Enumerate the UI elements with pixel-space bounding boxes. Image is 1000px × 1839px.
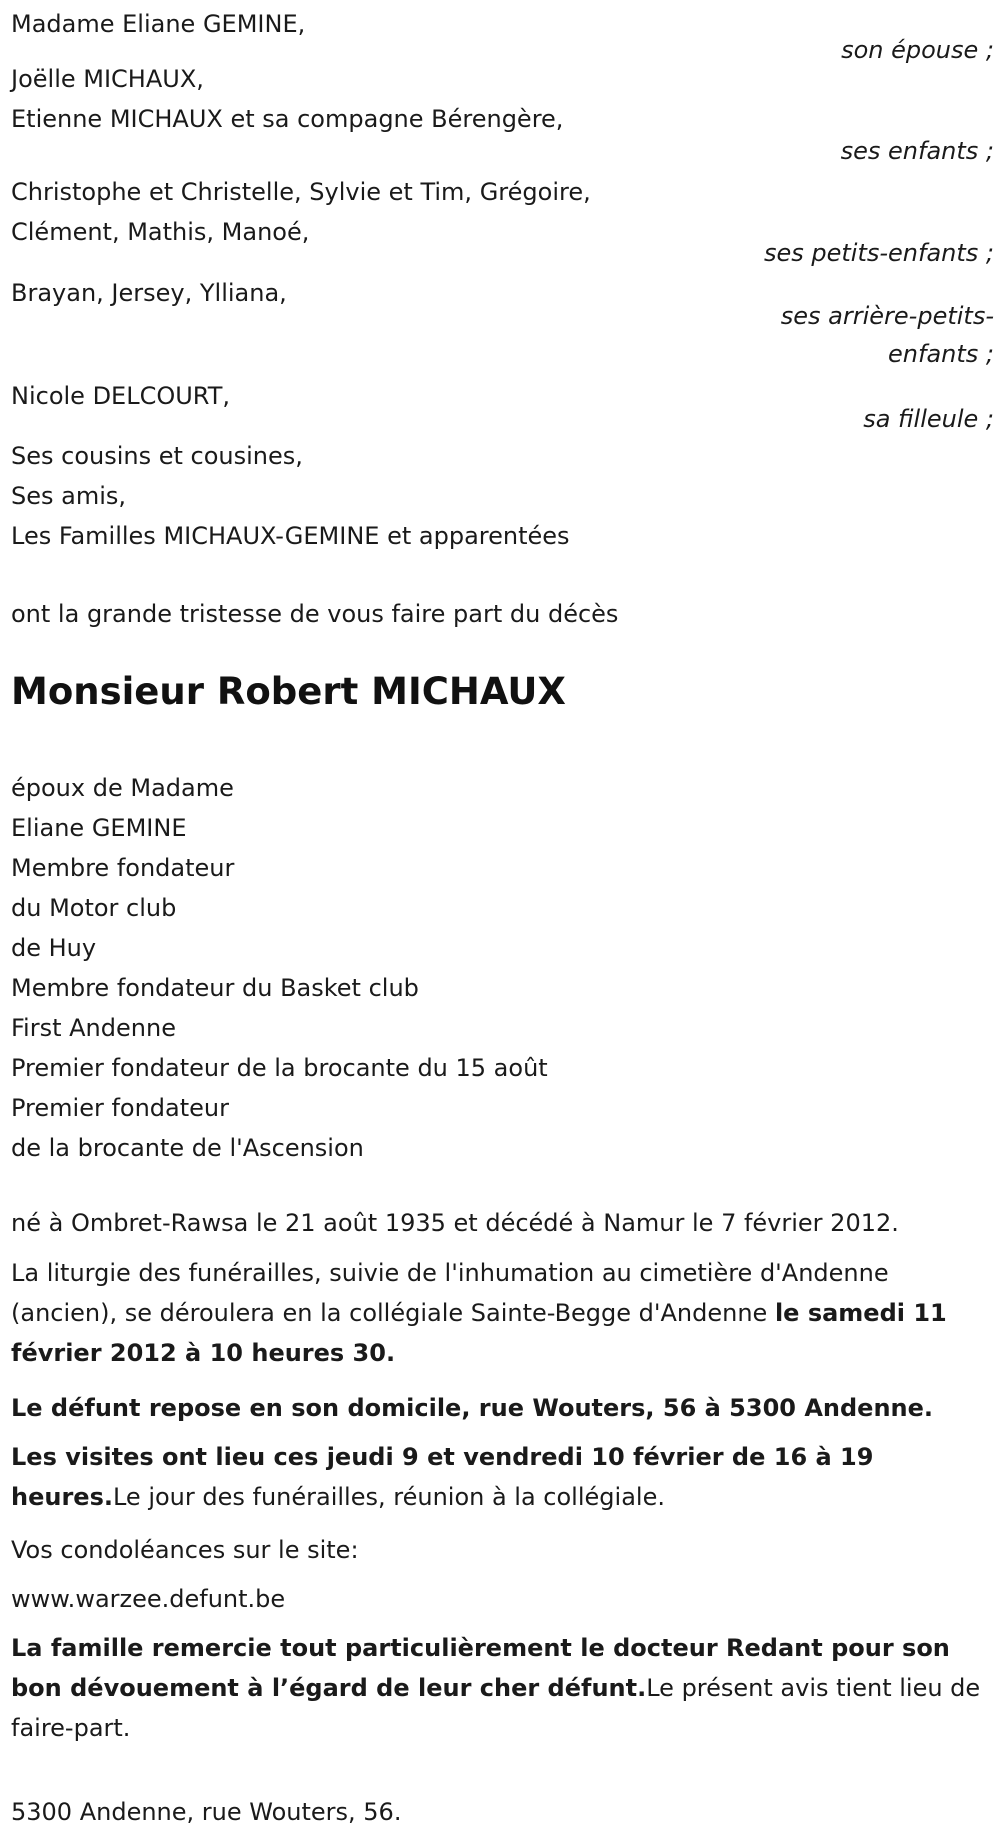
family-role: enfants ; (888, 340, 994, 368)
family-line: Joëlle MICHAUX, (11, 65, 204, 93)
deceased-name: Monsieur Robert MICHAUX (11, 670, 566, 713)
title-line: de Huy (11, 934, 97, 962)
title-line: Eliane GEMINE (11, 814, 187, 842)
other-relatives (11, 436, 994, 556)
family-line: Clément, Mathis, Manoé, (11, 218, 310, 246)
family-line: Ses cousins et cousines, (11, 442, 303, 470)
title-line: Membre fondateur (11, 854, 235, 882)
family-line: Les Familles MICHAUX-GEMINE et apparentées (11, 522, 570, 550)
family-group-goddaughter (11, 376, 994, 416)
family-role: son épouse ; (841, 36, 994, 64)
thanks-text: Le présent avis tient lieu de faire-part. (11, 1674, 981, 1742)
announcement (11, 594, 994, 634)
family-line: Nicole DELCOURT, (11, 382, 231, 410)
title-line: du Motor club (11, 894, 177, 922)
title-line: First Andenne (11, 1014, 176, 1042)
title-line: Premier fondateur de la brocante du 15 août (11, 1054, 548, 1082)
title-line: époux de Madame (11, 774, 234, 802)
family-group-children (11, 59, 994, 139)
family-role: ses arrière-petits- (780, 302, 994, 330)
title-line: Membre fondateur du Basket club (11, 974, 419, 1002)
thanks-info (11, 1628, 994, 1748)
family-line: Ses amis, (11, 482, 127, 510)
rest-text: Le défunt repose en son domicile, rue Wouters, 56 à 5300 Andenne. (11, 1394, 934, 1422)
website-link[interactable]: www.warzee.defunt.be (11, 1585, 286, 1613)
title-line: de la brocante de l'Ascension (11, 1134, 364, 1162)
family-role: sa filleule ; (863, 405, 994, 433)
birth-death-info: né à Ombret-Rawsa le 21 août 1935 et décédé à Namur le 7 février 2012. (11, 1209, 899, 1237)
liturgy-text: La liturgie des funérailles, suivie de l'inhumation au cimetière d'Andenne (ancien), se déroulera en la collégiale Sainte-Begge d'Andenne (11, 1259, 889, 1327)
visits-times: Les visites ont lieu ces jeudi 9 et vendredi 10 février de 16 à 19 heures. (11, 1443, 874, 1511)
title-line: Premier fondateur (11, 1094, 230, 1122)
condolences-label: Vos condoléances sur le site: (11, 1536, 359, 1564)
liturgy-date: le samedi 11 février 2012 à 10 heures 30. (11, 1299, 947, 1367)
address: 5300 Andenne, rue Wouters, 56. (11, 1798, 402, 1826)
family-role: ses enfants ; (840, 137, 994, 165)
rest-info (11, 1388, 994, 1428)
family-line: Madame Eliane GEMINE, (11, 10, 306, 38)
liturgy-info (11, 1253, 994, 1373)
family-role: ses petits-enfants ; (763, 239, 994, 267)
visits-info (11, 1437, 994, 1517)
deceased-titles (11, 768, 994, 1168)
family-line: Etienne MICHAUX et sa compagne Bérengère, (11, 105, 564, 133)
family-line: Brayan, Jersey, Ylliana, (11, 279, 287, 307)
family-line: Christophe et Christelle, Sylvie et Tim, Grégoire, (11, 178, 591, 206)
visits-text: Le jour des funérailles, réunion à la collégiale. (112, 1483, 665, 1511)
thanks-bold: La famille remercie tout particulièrement le docteur Redant pour son bon dévouement à l’égard de leur cher défunt. (11, 1634, 950, 1702)
announcement-text: ont la grande tristesse de vous faire part du décès (11, 600, 619, 628)
